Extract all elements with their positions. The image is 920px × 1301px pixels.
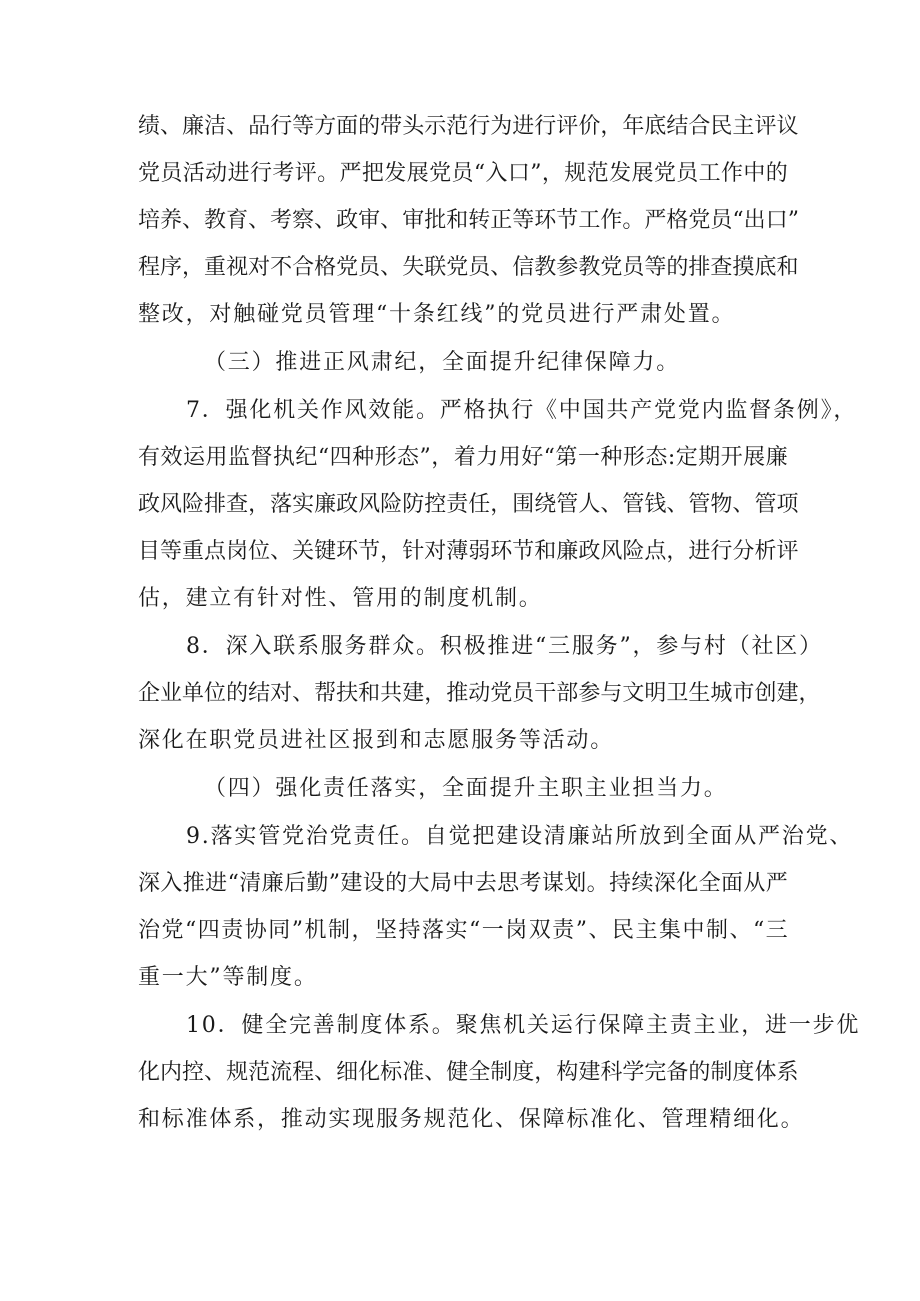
item-heading: 7．强化机关作风效能。严格执行《中国共产党党内监督条例》，	[186, 398, 858, 423]
section-heading: （三）推进正风肃纪，全面提升纪律保障力。	[204, 350, 681, 375]
text-line: 党 员 活 动 进 行 考 评 。 严 把 发 展 党 员 “ 入 口 ” ， 规 范 发 展 党 员 工 作 中 的	[138, 161, 788, 186]
text-line: 治 党 “ 四 责 协 同 ” 机 制 ， 坚 持 落 实 “ 一 岗 双 责 ” 、 民 主 集 中 制 、 “ 三	[138, 918, 788, 943]
text-line: 深化在职党员进社区报到和志愿服务等活动。	[138, 728, 615, 753]
text-line: 绩 、 廉 洁 、 品 行 等 方 面 的 带 头 示 范 行 为 进 行 评 价 ， 年 底 结 合 民 主 评 议	[138, 114, 799, 139]
text-line: 重一大”等制度。	[138, 965, 318, 990]
text-line: 估，建立有针对性、管用的制度机制。	[138, 586, 543, 611]
text-line: 有 效 运 用 监 督 执 纪 “ 四 种 形 态 ” ， 着 力 用 好 “ 第 一 种 形 态 : 定 期 开 展 廉	[138, 445, 788, 470]
section-heading: （四）强化责任落实，全面提升主职主业担当力。	[204, 776, 728, 801]
text-line: 化 内 控 、 规 范 流 程 、 细 化 标 准 、 健 全 制 度 ， 构 建 科 学 完 备 的 制 度 体 系	[138, 1060, 799, 1085]
text-line: 目 等 重 点 岗 位 、 关 键 环 节 ， 针 对 薄 弱 环 节 和 廉 政 风 险 点 ， 进 行 分 析 评	[138, 539, 799, 564]
text-line: 政 风 险 排 查 ， 落 实 廉 政 风 险 防 控 责 任 ， 围 绕 管 人 、 管 钱 、 管 物 、 管 项	[138, 492, 799, 517]
text-line: 培 养 、 教 育 、 考 察 、 政 审 、 审 批 和 转 正 等 环 节 工 作 。 严 格 党 员 “ 出 口 ”	[138, 208, 799, 233]
text-line: 和标准体系，推动实现服务规范化、保障标准化、管理精细化。	[138, 1107, 805, 1132]
text-line: 程 序 ， 重 视 对 不 合 格 党 员 、 失 联 党 员 、 信 教 参 教 党 员 等 的 排 查 摸 底 和	[138, 255, 799, 280]
item-heading: 8．深入联系服务群众。积极推进“三服务”，参与村（社区）	[186, 634, 823, 659]
text-line: 深 入 推 进 “ 清 廉 后 勤 ” 建 设 的 大 局 中 去 思 考 谋 划 。 持 续 深 化 全 面 从 严	[138, 871, 788, 896]
item-heading: 10．健全完善制度体系。聚焦机关运行保障主责主业，进一步优	[186, 1013, 861, 1038]
item-heading: 9.落实管党治党责任。自觉把建设清廉站所放到全面从严治党、	[186, 824, 854, 849]
text-line: 整改，对触碰党员管理“十条红线”的党员进行严肃处置。	[138, 302, 736, 327]
text-line: 企 业 单 位 的 结 对 、 帮 扶 和 共 建 ， 推 动 党 员 干 部 参 与 文 明 卫 生 城 市 创 建 ，	[138, 681, 821, 706]
